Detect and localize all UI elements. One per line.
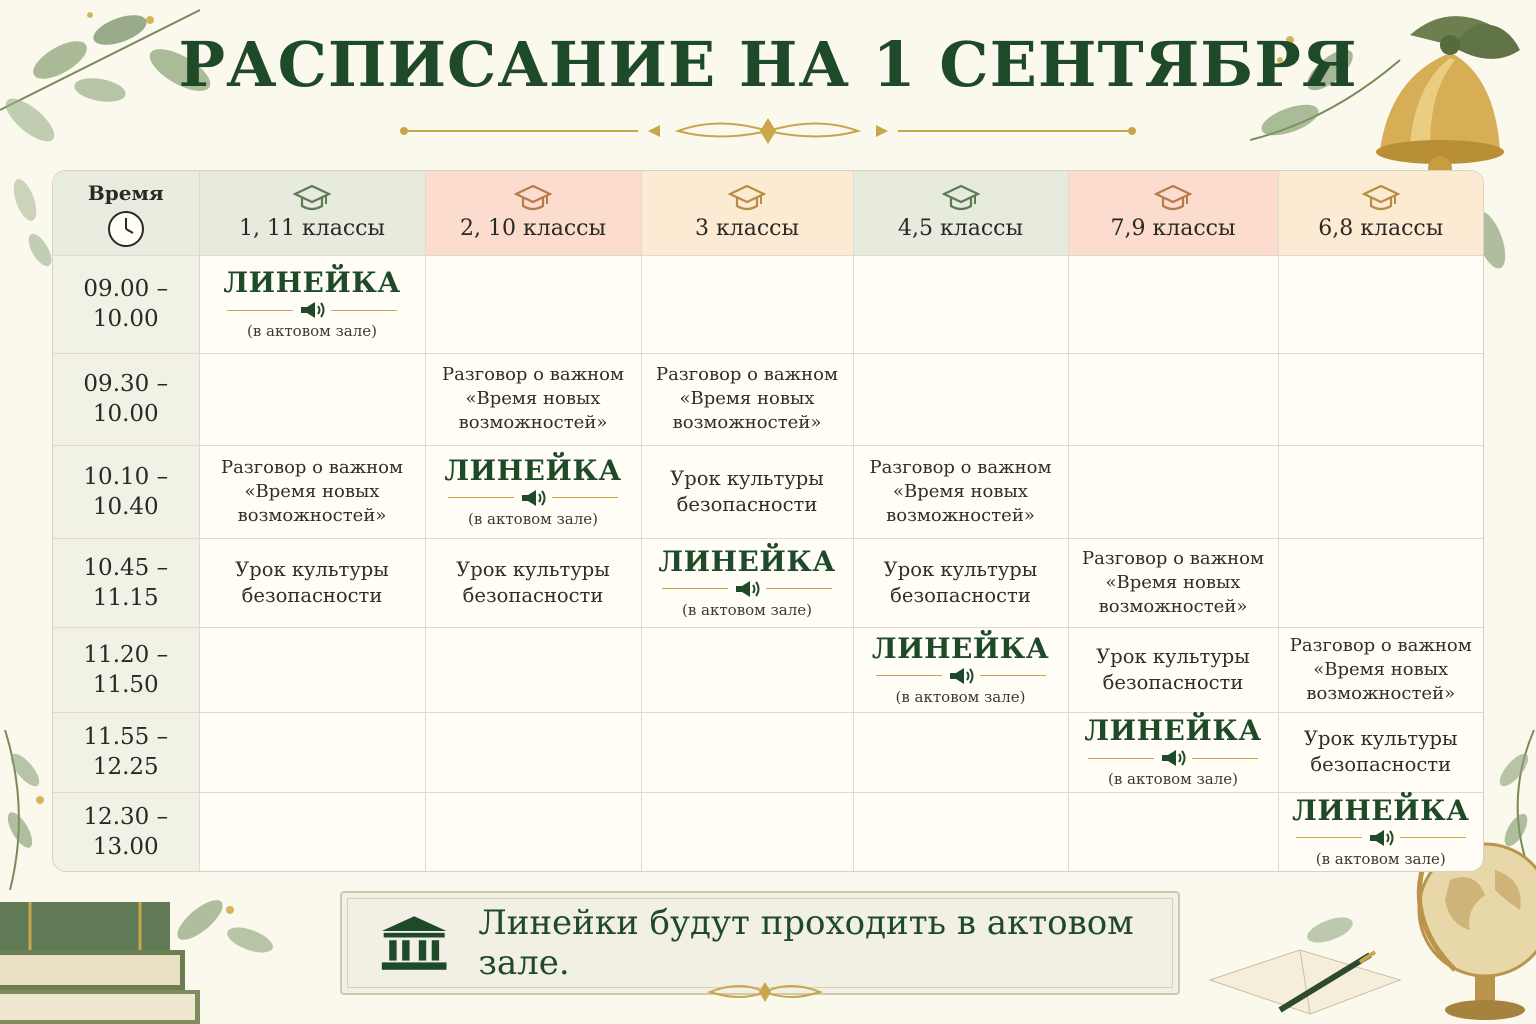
empty-cell — [853, 255, 1068, 353]
empty-cell — [425, 712, 641, 792]
lineika-title: ЛИНЕЙКА — [223, 266, 401, 299]
lineika-block — [1292, 795, 1469, 869]
empty-cell — [853, 712, 1068, 792]
urok-activity: Урок культуры безопасности — [883, 557, 1038, 607]
razgovor-activity: Разговор о важном «Время новых возможностей» — [442, 364, 624, 433]
class-header-2-10 — [425, 171, 641, 255]
class-header-3 — [641, 171, 853, 255]
urok-activity: Урок культуры безопасности — [1303, 727, 1458, 776]
megaphone-icon — [1160, 748, 1186, 768]
class-header-1-11 — [199, 171, 425, 255]
lineika-note: (в актовом зале) — [246, 322, 377, 340]
activity-cell — [1068, 627, 1278, 712]
empty-cell — [425, 792, 641, 871]
empty-cell — [1068, 255, 1278, 353]
razgovor-activity: Разговор о важном «Время новых возможностей» — [1082, 547, 1264, 617]
activity-cell — [1068, 538, 1278, 627]
lineika-note: (в актовом зале) — [1315, 849, 1446, 868]
lineika-cell — [425, 445, 641, 538]
razgovor-activity: Разговор о важном «Время новых возможностей» — [221, 456, 403, 526]
activity-cell — [1278, 627, 1483, 712]
empty-cell — [199, 353, 425, 445]
activity-cell — [853, 538, 1068, 627]
time-slot: 09.00 – 10.00 — [53, 255, 199, 353]
empty-cell — [1068, 353, 1278, 445]
graduation-cap-icon — [1362, 184, 1400, 212]
urok-activity: Урок культуры безопасности — [1096, 644, 1250, 694]
megaphone-icon — [734, 579, 760, 599]
table-row — [53, 445, 1483, 538]
graduation-cap-icon — [728, 184, 766, 212]
lineika-title: ЛИНЕЙКА — [871, 631, 1050, 665]
lineika-note: (в актовом зале) — [1107, 770, 1238, 788]
table-row — [53, 255, 1483, 353]
empty-cell — [641, 712, 853, 792]
empty-cell — [641, 627, 853, 712]
empty-cell — [199, 792, 425, 871]
class-header-label: 1, 11 классы — [239, 216, 385, 242]
razgovor-activity: Разговор о важном «Время новых возможностей» — [656, 364, 838, 433]
title-ornament-divider — [398, 116, 1138, 146]
time-slot: 11.20 – 11.50 — [53, 627, 199, 712]
urok-activity: Урок культуры безопасности — [235, 557, 389, 607]
lineika-block — [658, 546, 835, 620]
graduation-cap-icon — [942, 184, 980, 212]
class-header-label: 2, 10 классы — [460, 216, 606, 242]
lineika-block — [444, 455, 621, 529]
class-header-label: 4,5 классы — [898, 216, 1023, 242]
activity-cell — [199, 445, 425, 538]
megaphone-icon — [520, 488, 546, 508]
building-columns-icon — [380, 912, 448, 974]
empty-cell — [1068, 445, 1278, 538]
lineika-block — [1084, 715, 1261, 789]
empty-cell — [853, 792, 1068, 871]
class-header-6-8 — [1278, 171, 1483, 255]
footer-ornament — [700, 980, 830, 1004]
graduation-cap-icon — [514, 184, 552, 212]
time-slot: 10.10 – 10.40 — [53, 445, 199, 538]
megaphone-icon — [1368, 828, 1394, 848]
time-column-label: Время — [87, 180, 164, 205]
lineika-block — [872, 633, 1049, 707]
empty-cell — [1278, 445, 1483, 538]
empty-cell — [641, 255, 853, 353]
table-row — [53, 712, 1483, 792]
lineika-note: (в актовом зале) — [895, 687, 1026, 706]
empty-cell — [199, 627, 425, 712]
lineika-title: ЛИНЕЙКА — [444, 453, 622, 487]
megaphone-icon — [299, 300, 325, 320]
activity-cell — [425, 538, 641, 627]
empty-cell — [1278, 255, 1483, 353]
lineika-title: ЛИНЕЙКА — [658, 544, 836, 578]
activity-cell — [199, 538, 425, 627]
page-title: РАСПИСАНИЕ НА 1 СЕНТЯБРЯ — [178, 28, 1358, 101]
lineika-block — [223, 267, 400, 341]
lineika-note: (в актовом зале) — [467, 509, 598, 528]
time-slot: 10.45 – 11.15 — [53, 538, 199, 627]
footer-note-text: Линейки будут проходить в актовом зале. — [478, 903, 1134, 983]
urok-activity: Урок культуры безопасности — [670, 466, 824, 516]
table-header-row — [53, 171, 1483, 255]
leaves-bottom-left-decoration — [0, 730, 60, 890]
class-header-4-5 — [853, 171, 1068, 255]
lineika-cell — [853, 627, 1068, 712]
empty-cell — [1068, 792, 1278, 871]
graduation-cap-icon — [1154, 184, 1192, 212]
time-slot: 12.30 – 13.00 — [53, 792, 199, 871]
notebook-decoration — [1200, 910, 1410, 1024]
lineika-cell — [1068, 712, 1278, 792]
class-header-label: 6,8 классы — [1318, 216, 1444, 242]
activity-cell — [853, 445, 1068, 538]
lineika-title: ЛИНЕЙКА — [1292, 793, 1470, 827]
empty-cell — [1278, 538, 1483, 627]
clock-icon — [106, 209, 146, 249]
razgovor-activity: Разговор о важном «Время новых возможностей» — [1289, 634, 1472, 704]
megaphone-icon — [948, 666, 974, 686]
empty-cell — [641, 792, 853, 871]
activity-cell — [641, 445, 853, 538]
class-header-label: 7,9 классы — [1110, 216, 1236, 242]
graduation-cap-icon — [293, 184, 331, 212]
table-row — [53, 538, 1483, 627]
lineika-note: (в актовом зале) — [681, 600, 812, 619]
lineika-cell — [199, 255, 425, 353]
activity-cell — [641, 353, 853, 445]
table-row — [53, 792, 1483, 871]
empty-cell — [199, 712, 425, 792]
table-row — [53, 353, 1483, 445]
activity-cell — [1278, 712, 1483, 792]
empty-cell — [425, 627, 641, 712]
time-slot: 11.55 – 12.25 — [53, 712, 199, 792]
lineika-title: ЛИНЕЙКА — [1084, 714, 1262, 747]
activity-cell — [425, 353, 641, 445]
urok-activity: Урок культуры безопасности — [456, 557, 610, 607]
razgovor-activity: Разговор о важном «Время новых возможностей» — [869, 456, 1052, 526]
empty-cell — [425, 255, 641, 353]
class-header-label: 3 классы — [695, 216, 799, 242]
empty-cell — [853, 353, 1068, 445]
lineika-cell — [641, 538, 853, 627]
table-row — [53, 627, 1483, 712]
empty-cell — [1278, 353, 1483, 445]
books-decoration — [0, 880, 330, 1024]
schedule-table — [52, 170, 1484, 872]
lineika-cell — [1278, 792, 1483, 871]
class-header-7-9 — [1068, 171, 1278, 255]
time-column-header — [53, 171, 199, 255]
time-slot: 09.30 – 10.00 — [53, 353, 199, 445]
